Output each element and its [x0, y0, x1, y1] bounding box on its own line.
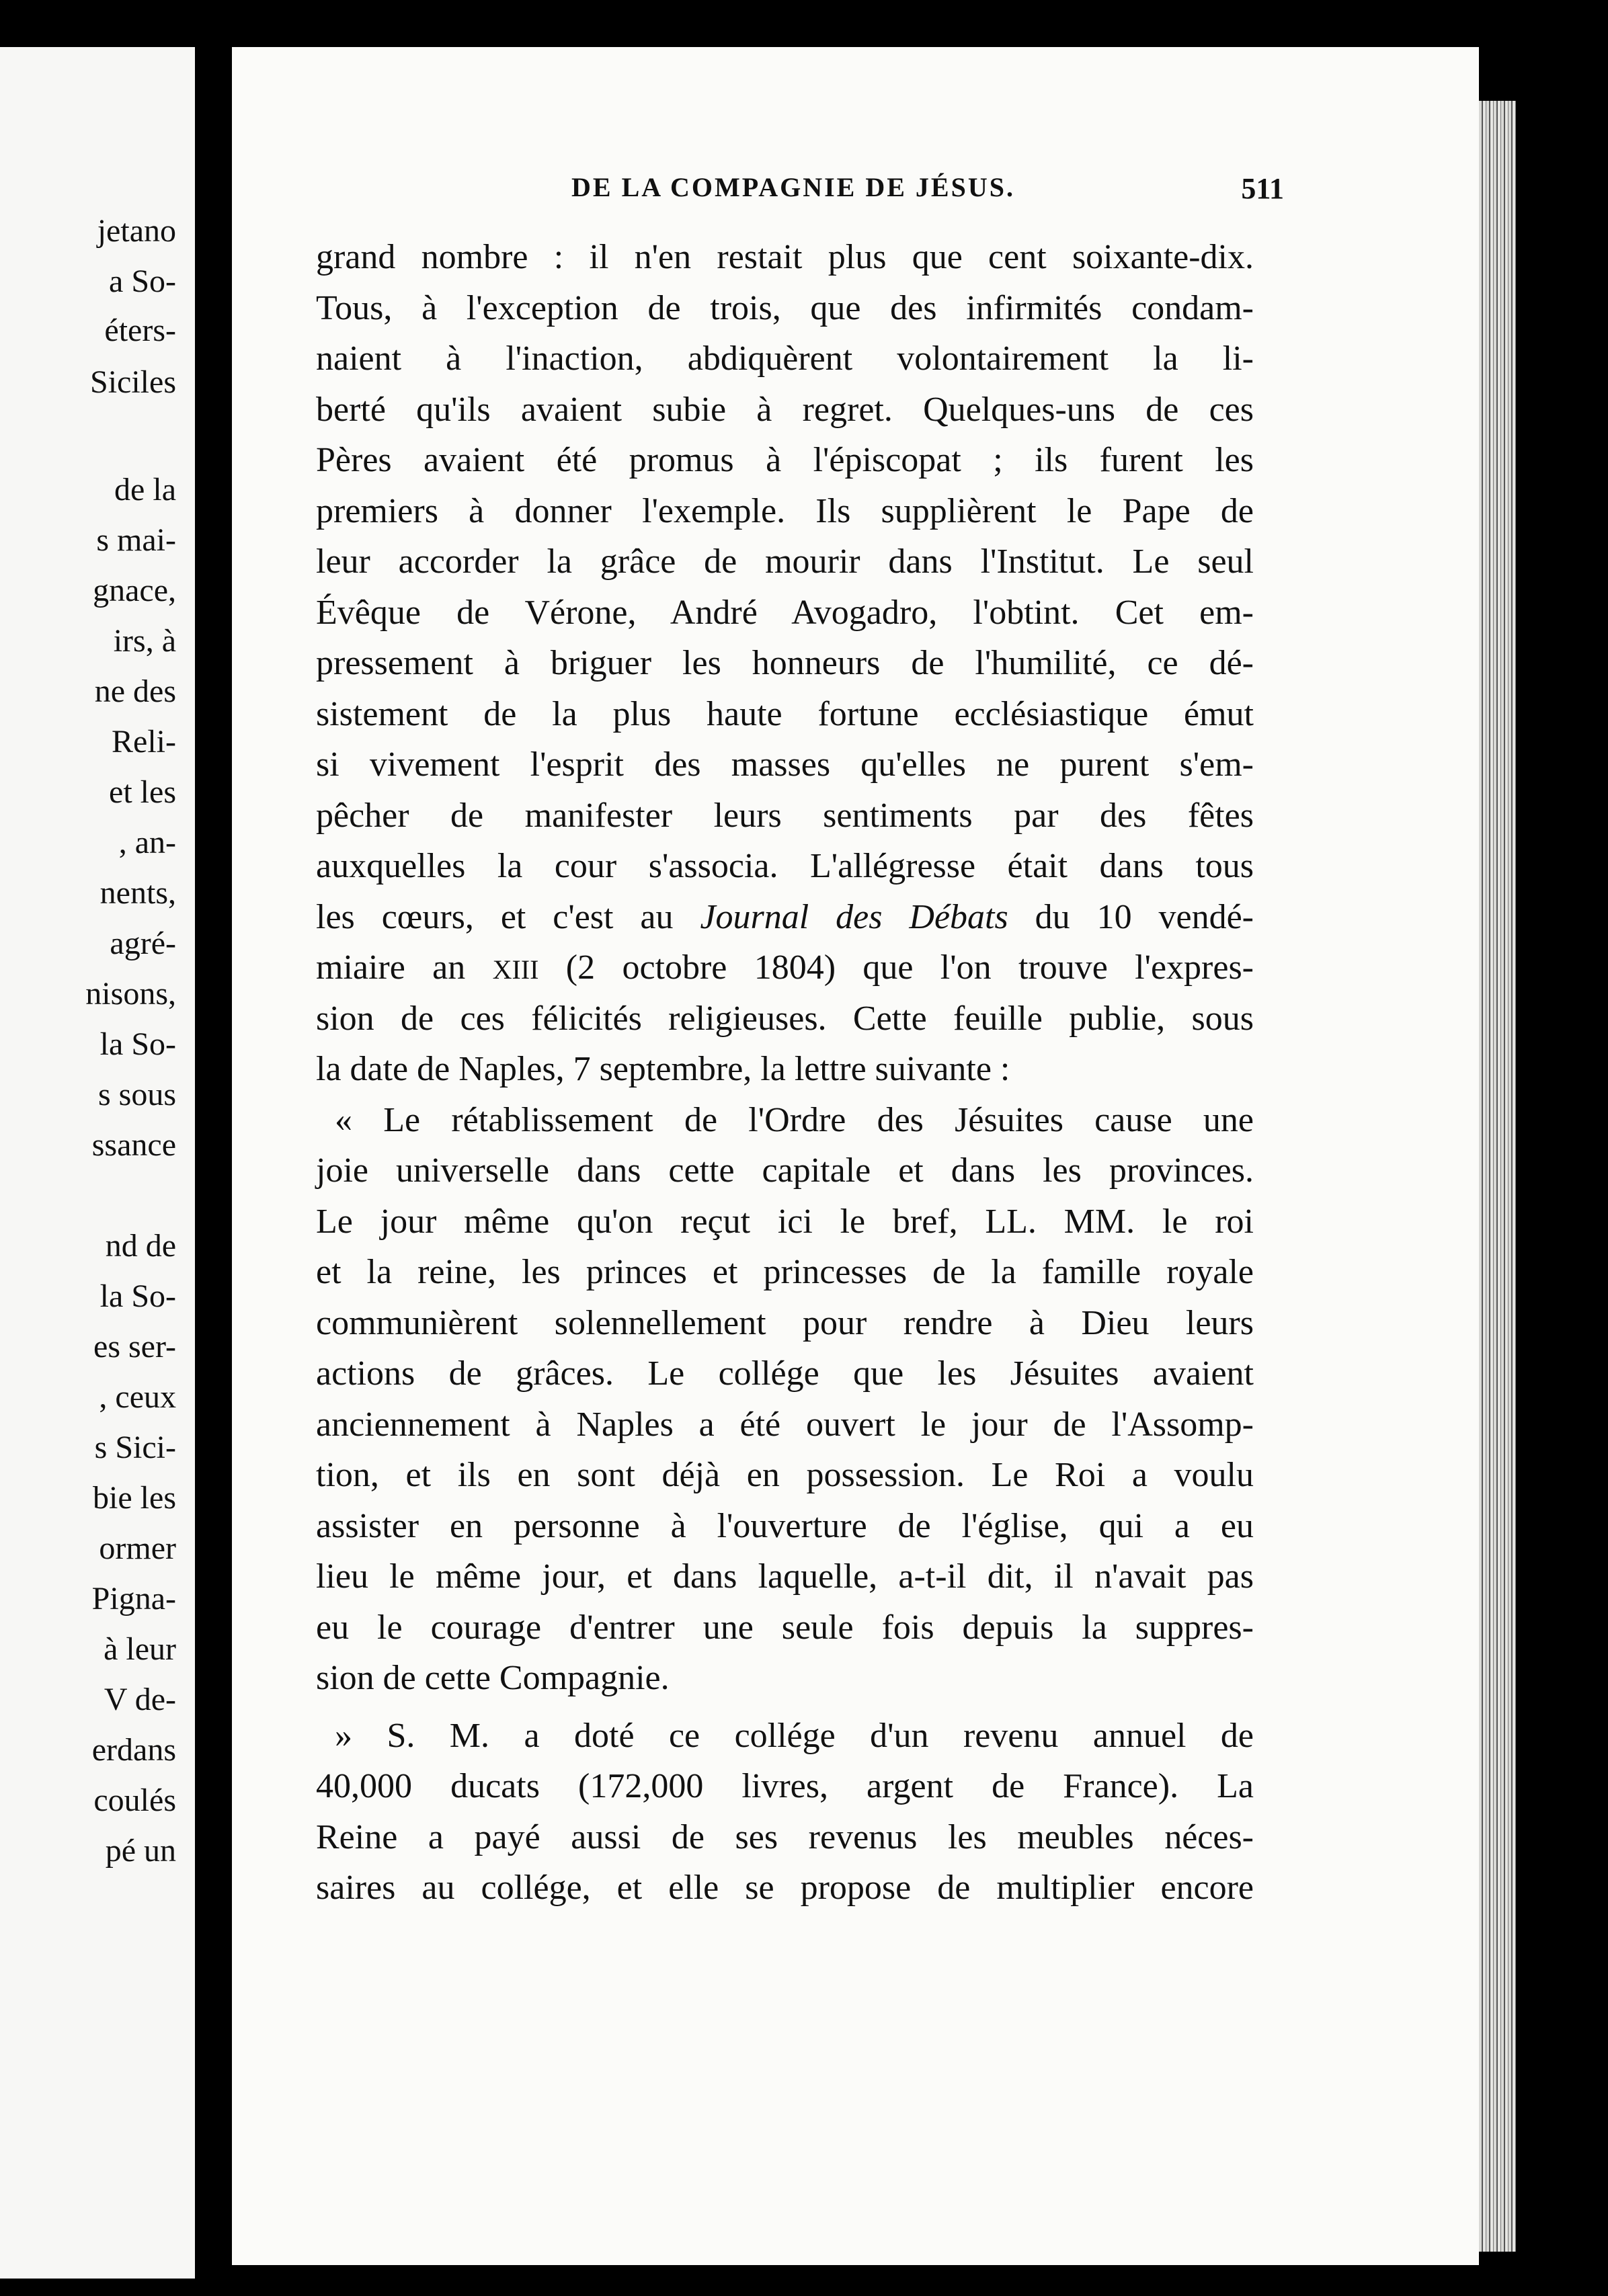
left-page-text-fragment: ne des	[94, 673, 176, 709]
page-number: 511	[1241, 172, 1284, 205]
text-line: actions de grâces. Le collége que les Jésuites avaient	[316, 1354, 1254, 1393]
text-line: pressement à briguer les honneurs de l'humilité, ce dé-	[316, 644, 1254, 682]
left-page-text-fragment: éters-	[104, 313, 176, 348]
text-line: eu le courage d'entrer une seule fois depuis la suppres-	[316, 1608, 1254, 1647]
italic-title: Journal des Débats	[700, 897, 1008, 936]
text-line: sistement de la plus haute fortune ecclésiastique émut	[316, 694, 1254, 733]
text-line: et la reine, les princes et princesses de la famille royale	[316, 1253, 1254, 1291]
text-line: sion de cette Compagnie.	[316, 1659, 670, 1697]
left-page-text-fragment: irs, à	[113, 623, 176, 659]
text-line: leur accorder la grâce de mourir dans l'Institut. Le seul	[316, 542, 1254, 581]
left-page-text-fragment: , an-	[118, 825, 176, 860]
text-segment: (2 octobre 1804) que l'on trouve l'expres-	[565, 948, 1254, 987]
text-segment: miaire an	[316, 948, 466, 987]
text-line: Évêque de Vérone, André Avogadro, l'obtint. Cet em-	[316, 593, 1254, 632]
body-text	[316, 232, 1254, 1912]
text-line: si vivement l'esprit des masses qu'elles ne purent s'em-	[316, 745, 1254, 784]
left-page-text-fragment: Pigna-	[91, 1581, 176, 1616]
left-page-text-fragment: , ceux	[99, 1379, 176, 1415]
text-segment: les cœurs, et c'est au	[316, 897, 674, 936]
running-head: DE LA COMPAGNIE DE JÉSUS.	[571, 172, 1015, 202]
text-line: joie universelle dans cette capitale et dans les provinces.	[316, 1151, 1254, 1190]
text-line: auxquelles la cour s'associa. L'allégresse était dans tous	[316, 847, 1254, 885]
left-page-text-fragment: Reli-	[112, 724, 176, 760]
left-page-text-fragment: la So-	[99, 1278, 176, 1314]
text-line: anciennement à Naples a été ouvert le jour de l'Assomp-	[316, 1405, 1254, 1444]
left-page-text-fragment: s Sici-	[94, 1430, 176, 1465]
left-page-text-fragment: à leur	[104, 1631, 176, 1667]
text-line: la date de Naples, 7 septembre, la lettre suivante :	[316, 1050, 1010, 1088]
text-line: lieu le même jour, et dans laquelle, a-t-il dit, il n'avait pas	[316, 1557, 1254, 1596]
text-line: premiers à donner l'exemple. Ils supplièrent le Pape de	[316, 491, 1254, 530]
left-page-text-fragment: coulés	[93, 1782, 176, 1818]
left-page-text-fragment: pé un	[105, 1833, 176, 1869]
text-line: pêcher de manifester leurs sentiments par des fêtes	[316, 796, 1254, 835]
left-page-text-fragment: ssance	[91, 1127, 176, 1163]
text-segment: du 10 vendé-	[1035, 897, 1254, 936]
left-page-text-fragment: s sous	[97, 1077, 176, 1112]
left-page-text-fragment: nd de	[105, 1228, 176, 1264]
text-line: Pères avaient été promus à l'épiscopat ; ils furent les	[316, 441, 1254, 479]
page-edges	[1479, 101, 1516, 2252]
left-page-text-fragment: agré-	[110, 926, 176, 961]
left-page-text-fragment: nents,	[99, 875, 176, 911]
text-line: « Le rétablissement de l'Ordre des Jésuites cause une	[335, 1100, 1254, 1139]
text-line: grand nombre : il n'en restait plus que cent soixante-dix.	[316, 238, 1254, 276]
left-page-text-fragment: nisons,	[85, 976, 176, 1012]
left-page-text-fragment: jetano	[97, 213, 176, 249]
text-line: sion de ces félicités religieuses. Cette feuille publie, sous	[316, 999, 1254, 1038]
left-page-text-fragment: a So-	[109, 263, 176, 299]
text-line: berté qu'ils avaient subie à regret. Quelques-uns de ces	[316, 390, 1254, 429]
left-page-text-fragment: erdans	[91, 1732, 176, 1768]
left-page-text-fragment: bie les	[93, 1480, 176, 1516]
text-line: assister en personne à l'ouverture de l'église, qui a eu	[316, 1506, 1254, 1545]
text-line: Tous, à l'exception de trois, que des infirmités condam-	[316, 288, 1254, 327]
text-line: » S. M. a doté ce collége d'un revenu annuel de	[335, 1716, 1254, 1755]
left-page-text-fragment: ormer	[99, 1530, 176, 1566]
left-page-text-fragment: es ser-	[93, 1329, 176, 1364]
left-page-text-fragment: gnace,	[93, 573, 176, 608]
text-line	[316, 892, 1254, 943]
left-page-text-fragment: la So-	[99, 1026, 176, 1062]
left-page-text-fragment: s mai-	[96, 522, 176, 558]
text-line: Le jour même qu'on reçut ici le bref, LL. MM. le roi	[316, 1202, 1254, 1241]
left-page-text-fragment: Siciles	[90, 364, 176, 400]
text-line: Reine a payé aussi de ses revenus les meubles néces-	[316, 1817, 1254, 1856]
left-page-fragment	[0, 47, 195, 2279]
text-line	[316, 942, 1254, 993]
text-line: saires au collége, et elle se propose de multiplier encore	[316, 1869, 1254, 1907]
small-caps-numeral: XIII	[492, 954, 539, 985]
text-line: naient à l'inaction, abdiquèrent volontairement la li-	[316, 339, 1254, 378]
text-line: 40,000 ducats (172,000 livres, argent de France). La	[316, 1767, 1254, 1805]
left-page-text-fragment: et les	[109, 774, 176, 810]
text-line: tion, et ils en sont déjà en possession. Le Roi a voulu	[316, 1456, 1254, 1494]
left-page-text-fragment: de la	[114, 472, 176, 507]
left-page-text-fragment: V de-	[104, 1682, 176, 1717]
text-line: communièrent solennellement pour rendre à Dieu leurs	[316, 1303, 1254, 1342]
